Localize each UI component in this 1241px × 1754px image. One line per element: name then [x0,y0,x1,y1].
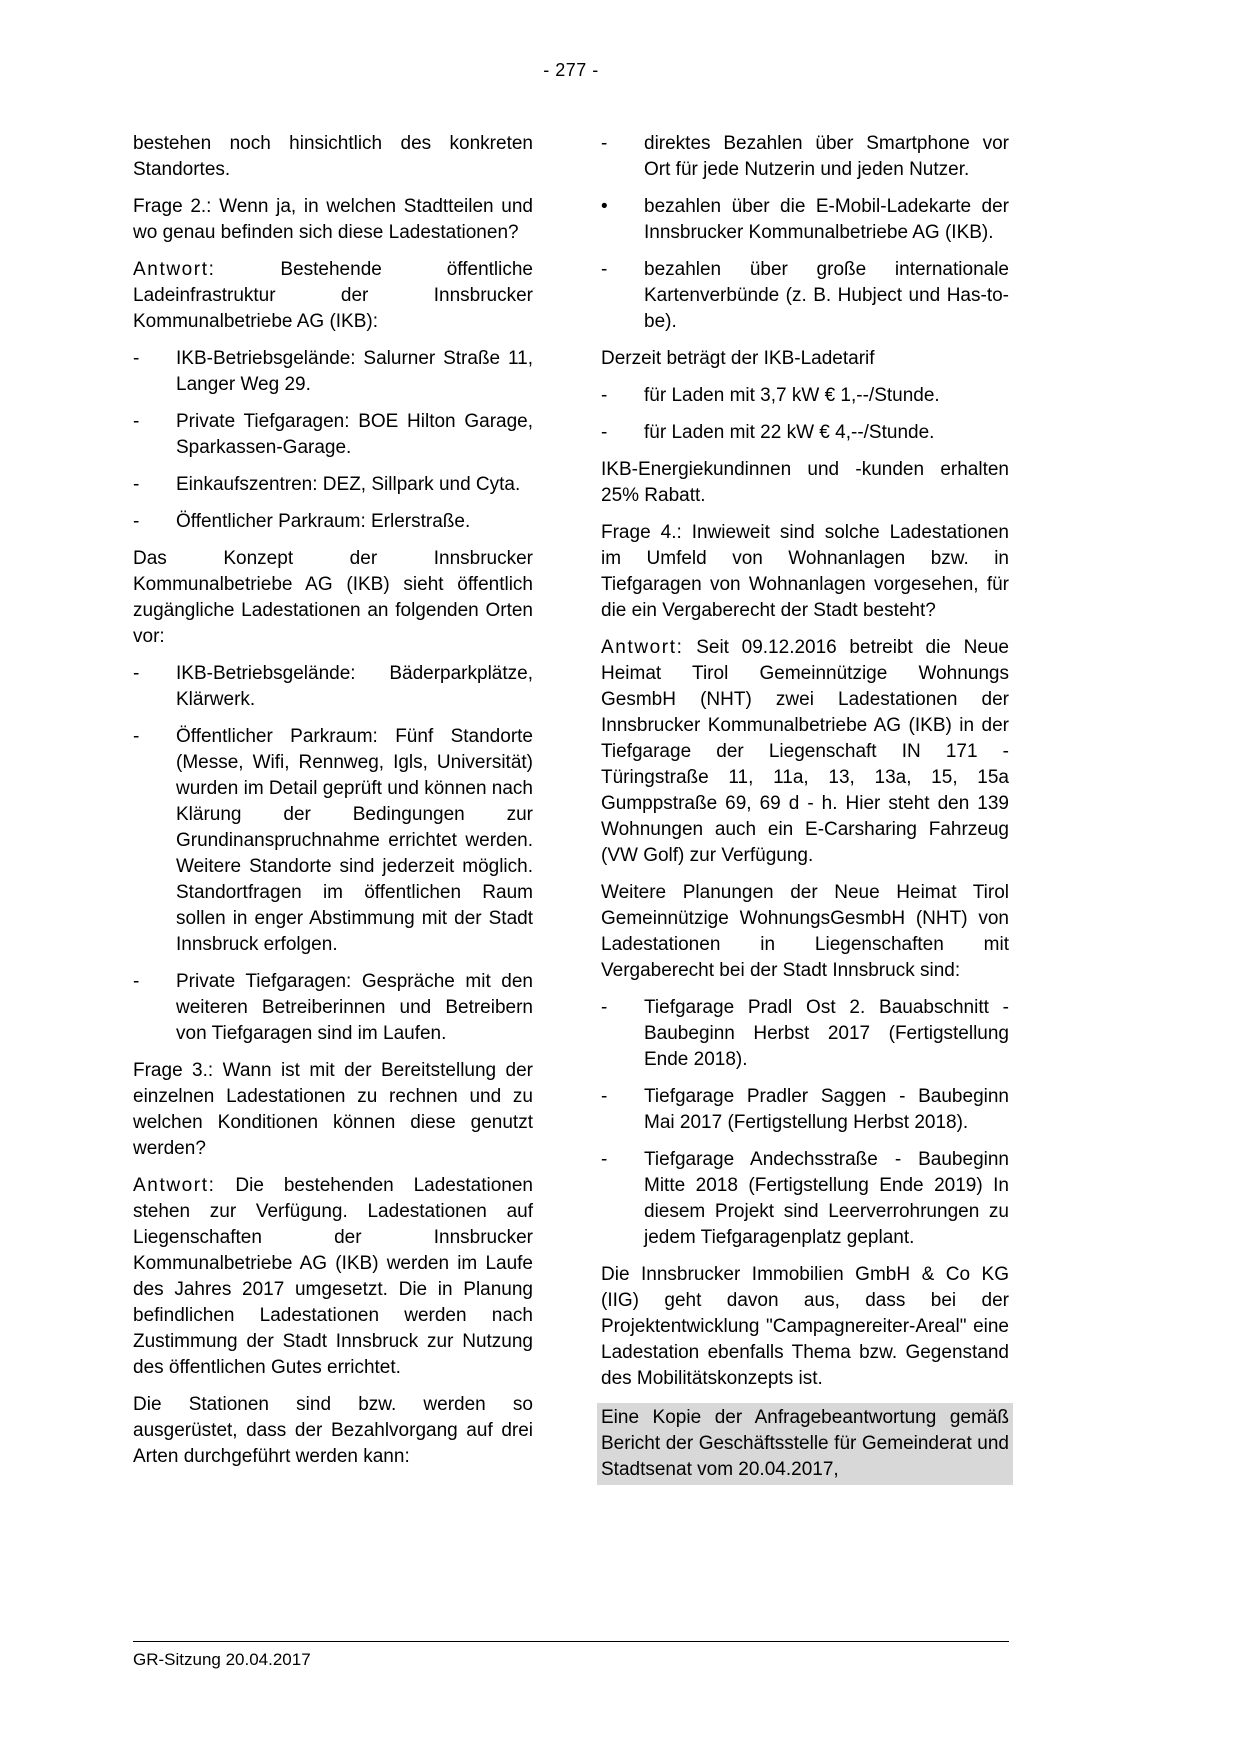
dash-marker: - [601,422,608,443]
answer-2 [133,257,533,335]
list-item-tariff [601,383,1009,409]
list-item-text: Private Tiefgaragen: BOE Hilton Garage, Sparkassen-Garage. [176,411,533,458]
dash-marker: - [133,474,140,495]
dash-marker: - [133,726,140,747]
list-item-payment-method [601,194,1009,246]
list-item-text: Öffentlicher Parkraum: Fünf Standorte (Messe, Wifi, Rennweg, Igls, Universität) wurden im Detail geprüft und können nach Klärung der Bedingungen zur Grundinanspruchnahme errichtet werden. Weitere Standorte sind jederzeit möglich. Standortfragen im öffentlichen Raum sollen in enger Abstimmung mit der Stadt Innsbruck erfolgen. [176,726,534,955]
list-item-text: bezahlen über große internationale Kartenverbünde (z. B. Hubject und Has-to-be). [644,259,1009,332]
right-column [601,131,1009,1496]
answer-label: Antwort: [133,1175,216,1196]
list-item-existing-location [133,346,533,398]
list-item-text: Tiefgarage Pradl Ost 2. Bauabschnitt - Baubeginn Herbst 2017 (Fertigstellung Ende 2018). [644,997,1009,1070]
answer-text: Die bestehenden Ladestationen stehen zur Verfügung. Ladestationen auf Liegenschaften der Innsbrucker Kommunalbetriebe AG (IKB) werden im Laufe des Jahres 2017 umgesetzt. Die in Planung befindlichen Ladestationen werden nach Zustimmung der Stadt Innsbruck zur Nutzung des öffentlichen Gutes errichtet. [133,1175,533,1378]
list-item-planned-location [133,724,533,958]
footer-divider [133,1641,1009,1642]
dash-marker: - [601,1086,608,1107]
dash-marker: - [133,971,140,992]
answer-4 [601,635,1009,869]
answer-text: Seit 09.12.2016 betreibt die Neue Heimat Tirol Gemeinnützige Wohnungs GesmbH (NHT) zwei Ladestationen der Innsbrucker Kommunalbetriebe AG (IKB) in der Tiefgarage der Liegenschaft IN 171 - Türingstraße 11, 11a, 13, 13a, 15, 15a Gumppstraße 69, 69 d - h. Hier steht den 139 Wohnungen auch ein E-Carsharing Fahrzeug (VW Golf) zur Verfügung. [601,637,1009,866]
list-item-text: direktes Bezahlen über Smartphone vor Ort für jede Nutzerin und jeden Nutzer. [644,133,1009,180]
left-column [133,131,533,1496]
list-item-tariff [601,420,1009,446]
footer-text: GR-Sitzung 20.04.2017 [133,1650,311,1669]
list-item-garage-project [601,1147,1009,1251]
list-item-garage-project [601,995,1009,1073]
list-item-text: Tiefgarage Andechsstraße - Baubeginn Mitte 2018 (Fertigstellung Ende 2019) In diesem Projekt sind Leerverrohrungen zu jedem Tiefgaragenplatz geplant. [644,1149,1009,1248]
dash-marker: - [133,663,140,684]
dash-marker: - [601,997,608,1018]
dash-marker: - [133,411,140,432]
planning-paragraph: Weitere Planungen der Neue Heimat Tirol Gemeinnützige WohnungsGesmbH (NHT) von Ladestationen in Liegenschaften mit Vergaberecht bei der Stadt Innsbruck sind: [601,882,1009,981]
answer-text: Bestehende öffentliche Ladeinfrastruktur der Innsbrucker Kommunalbetriebe AG (IKB): [133,259,533,332]
list-item-text: für Laden mit 22 kW € 4,--/Stunde. [644,422,935,443]
list-item-planned-location [133,661,533,713]
list-item-text: Einkaufszentren: DEZ, Sillpark und Cyta. [176,474,521,495]
question-2: Frage 2.: Wenn ja, in welchen Stadtteilen und wo genau befinden sich diese Ladestationen? [133,196,533,243]
page-number: - 277 - [543,60,599,80]
list-item-planned-location [133,969,533,1047]
concept-paragraph: Das Konzept der Innsbrucker Kommunalbetriebe AG (IKB) sieht öffentlich zugängliche Ladestationen an folgenden Orten vor: [133,548,533,647]
list-item-payment-method [601,131,1009,183]
content-columns [133,131,1009,1496]
list-item-text: bezahlen über die E-Mobil-Ladekarte der Innsbrucker Kommunalbetriebe AG (IKB). [644,196,1009,243]
answer-3 [133,1173,533,1381]
dash-marker: - [601,385,608,406]
payment-intro-paragraph: Die Stationen sind bzw. werden so ausgerüstet, dass der Bezahlvorgang auf drei Arten durchgeführt werden kann: [133,1394,533,1467]
copy-note-paragraph-highlighted: Eine Kopie der Anfragebeantwortung gemäß Bericht der Geschäftsstelle für Gemeinderat und Stadtsenat vom 20.04.2017, [597,1403,1013,1485]
question-3: Frage 3.: Wann ist mit der Bereitstellung der einzelnen Ladestationen zu rechnen und zu welchen Konditionen können diese genutzt werden? [133,1060,533,1159]
discount-paragraph: IKB-Energiekundinnen und -kunden erhalten 25% Rabatt. [601,459,1009,506]
list-item-garage-project [601,1084,1009,1136]
answer-label: Antwort: [601,637,684,658]
list-item-text: IKB-Betriebsgelände: Salurner Straße 11, Langer Weg 29. [176,348,533,395]
bullet-marker: • [601,196,608,217]
dash-marker: - [133,348,140,369]
list-item-text: Öffentlicher Parkraum: Erlerstraße. [176,511,471,532]
list-item-existing-location [133,409,533,461]
question-4: Frage 4.: Inwieweit sind solche Ladestationen im Umfeld von Wohnanlagen bzw. in Tiefgaragen von Wohnanlagen vorgesehen, für die ein Vergaberecht der Stadt besteht? [601,522,1009,621]
tariff-intro-paragraph: Derzeit beträgt der IKB-Ladetarif [601,348,875,369]
dash-marker: - [133,511,140,532]
iig-paragraph: Die Innsbrucker Immobilien GmbH & Co KG (IIG) geht davon aus, dass bei der Projektentwicklung "Campagnereiter-Areal" eine Ladestation ebenfalls Thema bzw. Gegenstand des Mobilitätskonzepts ist. [601,1264,1009,1389]
list-item-text: IKB-Betriebsgelände: Bäderparkplätze, Klärwerk. [176,663,533,710]
list-item-payment-method [601,257,1009,335]
answer-label: Antwort: [133,259,216,280]
list-item-text: Tiefgarage Pradler Saggen - Baubeginn Mai 2017 (Fertigstellung Herbst 2018). [644,1086,1009,1133]
list-item-existing-location [133,472,533,498]
dash-marker: - [601,1149,608,1170]
dash-marker: - [601,259,608,280]
list-item-text: Private Tiefgaragen: Gespräche mit den weiteren Betreiberinnen und Betreibern von Tiefgaragen sind im Laufen. [176,971,533,1044]
dash-marker: - [601,133,608,154]
list-item-existing-location [133,509,533,535]
continuation-paragraph: bestehen noch hinsichtlich des konkreten Standortes. [133,133,533,180]
list-item-text: für Laden mit 3,7 kW € 1,--/Stunde. [644,385,940,406]
